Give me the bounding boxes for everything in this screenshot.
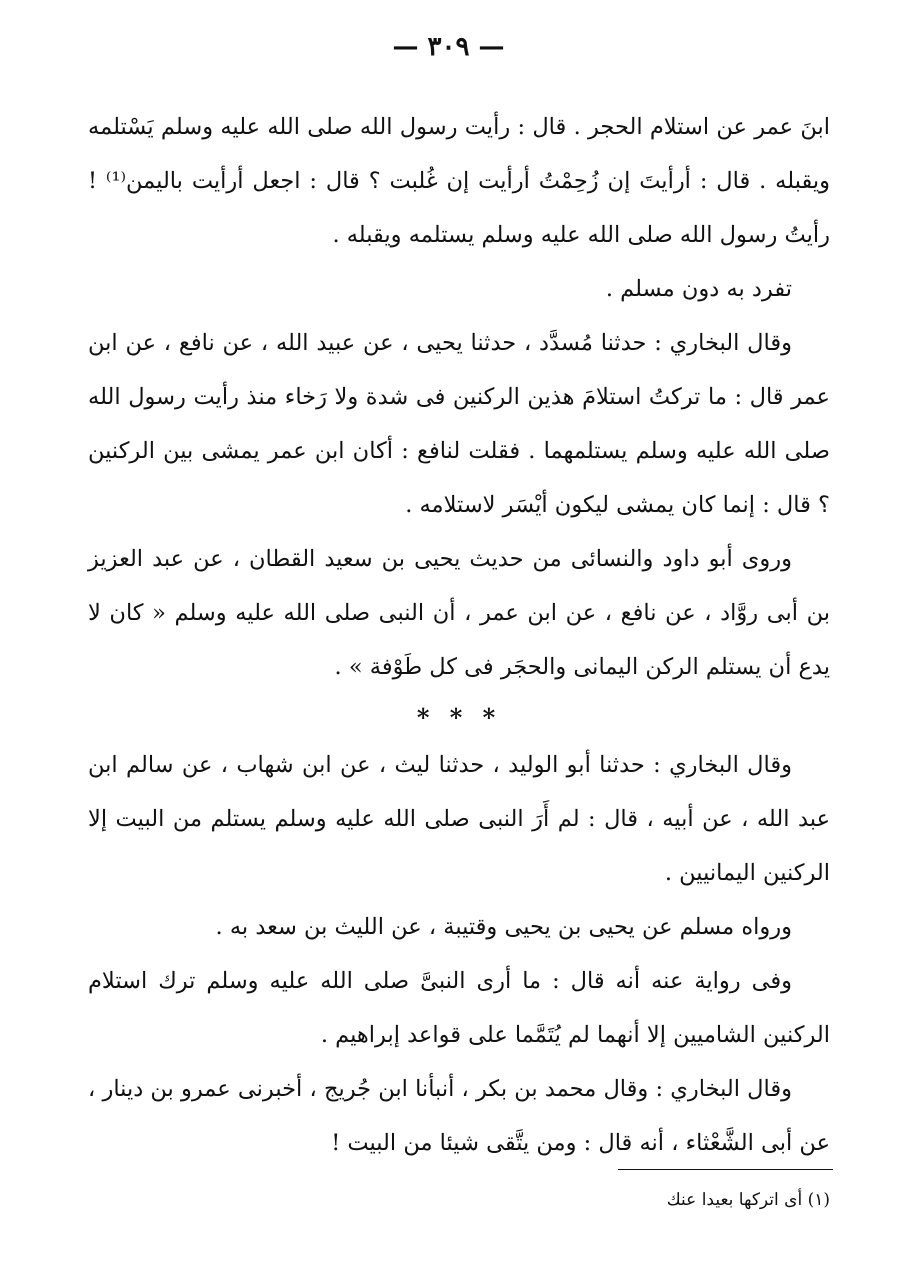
footnote-divider	[618, 1169, 833, 1170]
section-separator: * * *	[416, 703, 502, 732]
paragraph-6: ورواه مسلم عن يحيى بن يحيى وقتيبة ، عن الليث بن سعد به .	[215, 914, 792, 940]
paragraph-7: وفى رواية عنه أنه قال : ما أرى النبىَّ صلى الله عليه وسلم ترك استلام الركنين الشاميين إلا أنهما لم يُتَمَّما على قواعد إبراهيم .	[88, 968, 830, 1048]
paragraph-8: وقال البخاري : وقال محمد بن بكر ، أنبأنا ابن جُريج ، أخبرنى عمرو بن دينار ، عن أبى الشَّعْثاء ، أنه قال : ومن يتَّقى شيئا من البيت !	[88, 1076, 830, 1156]
body-text	[88, 100, 830, 1170]
paragraph-4: وروى أبو داود والنسائى من حديث يحيى بن سعيد القطان ، عن عبد العزيز بن أبى روَّاد ، عن نافع ، عن ابن عمر ، أن النبى صلى الله عليه وسلم « كان لا يدع أن يستلم الركن اليمانى والحجَر فى كل طَوْفة » .	[88, 546, 830, 680]
paragraph-2: تفرد به دون مسلم .	[605, 276, 792, 302]
paragraph-1: ابنَ عمر عن استلام الحجر . قال : رأيت رسول الله صلى الله عليه وسلم يَسْتلمه ويقبله . قال : أرأيتَ إن زُحِمْتُ أرأيت إن غُلبت ؟ قال : اجعل أرأيت باليمن⁽¹⁾ ! رأيتُ رسول الله صلى الله عليه وسلم يستلمه ويقبله .	[88, 114, 830, 248]
paragraph-3: وقال البخاري : حدثنا مُسدَّد ، حدثنا يحيى ، عن عبيد الله ، عن نافع ، عن ابن عمر قال : ما تركتُ استلامَ هذين الركنين فى شدة ولا رَخاء منذ رأيت رسول الله صلى الله عليه وسلم يستلمهما . فقلت لنافع : أكان ابن عمر يمشى بين الركنين ؟ قال : إنما كان يمشى ليكون أيْسَر لاستلامه .	[88, 330, 830, 518]
paragraph-5: وقال البخاري : حدثنا أبو الوليد ، حدثنا ليث ، عن ابن شهاب ، عن سالم ابن عبد الله ، عن أبيه ، قال : لم أَرَ النبى صلى الله عليه وسلم يستلم من البيت إلا الركنين اليمانيين .	[88, 752, 830, 886]
page-number: — ٣٠٩ —	[392, 32, 505, 62]
footnote: (١) أى اتركها بعيدا عنك	[666, 1190, 830, 1210]
